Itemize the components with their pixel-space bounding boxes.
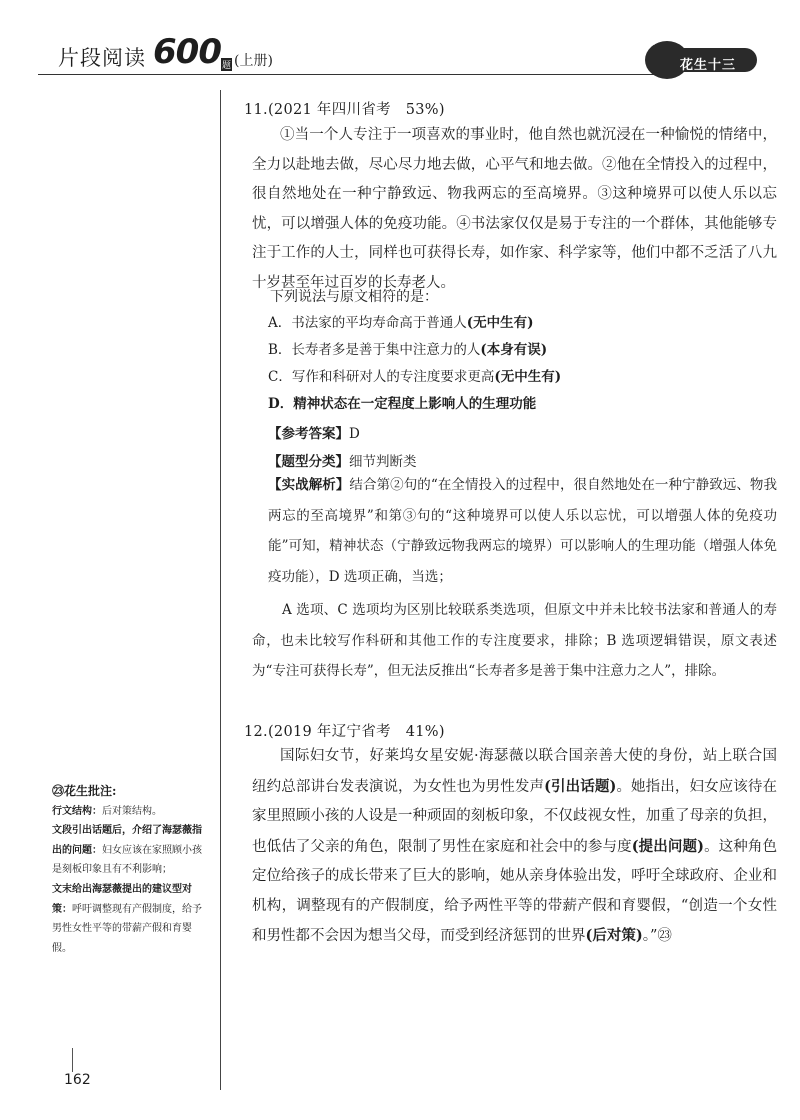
option-d [268, 391, 536, 417]
analysis-label: 【实战解析】 [268, 477, 350, 493]
option-c [268, 364, 561, 390]
sidebar-title: ㉓花生批注: [52, 784, 117, 798]
answer-row [268, 422, 360, 442]
option-c-text: C．写作和科研对人的专注度要求更高 [268, 369, 495, 385]
sidebar-label-2: 文段引出话题后，介绍了海瑟薇指出的问题： [52, 825, 202, 856]
page-number-bar [72, 1048, 73, 1072]
left-divider-lower [220, 780, 221, 1090]
option-a [268, 310, 534, 336]
q12-note-2: (提出问题) [631, 837, 704, 855]
answer-value: D [349, 426, 360, 442]
book-volume: (上册) [234, 53, 273, 69]
q12-part-1: 国际妇女节，好莱坞女星安妮·海瑟薇以联合国亲善大使的身份，站上联合国纽约总部讲台发表演说，为女性也为男性发声 [252, 748, 777, 795]
q12-part-4: 。”㉓ [642, 928, 672, 944]
option-b [268, 337, 547, 363]
sidebar-label-3: 文末给出海瑟薇提出的建议型对策： [52, 883, 192, 915]
left-divider [220, 90, 221, 780]
option-a-note: (无中生有) [466, 315, 534, 331]
q12-part-3: 。这种角色定位给孩子的成长带来了巨大的影响，她从亲身体验出发，呼吁全球政府、企业和机构，调整现有的产假制度，给予两性平等的带薪产假和育婴假，“创造一个女性和男性都不会因为想当父母，而受到经济惩罚的世界 [252, 838, 777, 944]
sidebar-annotation [52, 782, 204, 958]
answer-label: 【参考答案】 [268, 426, 349, 442]
q12-note-1: (引出话题) [544, 777, 617, 795]
option-d-text: D．精神状态在一定程度上影响人的生理功能 [268, 396, 537, 412]
option-a-text: A．书法家的平均寿命高于普通人 [268, 315, 467, 331]
sidebar-label-1: 行文结构： [52, 805, 102, 817]
option-b-text: B．长寿者多是善于集中注意力的人 [268, 342, 481, 358]
header-rule [38, 74, 678, 75]
page-number: 162 [64, 1072, 91, 1088]
book-title: 片段阅读 [58, 46, 146, 70]
question-11-stem: 下列说法与原文相符的是： [270, 289, 438, 305]
sidebar-line-3 [52, 880, 204, 958]
analysis-text: 结合第②句的“在全情投入的过程中，很自然地处在一种宁静致远、物我两忘的至高境界”和第③句的“这种境界可以使人乐以忘忧，可以增强人体的免疫功能”可知，精神状态（宁静致远物我两忘的境界）可以影响人的生理功能（增强人体免疫功能），D 选项正确，当选； [268, 477, 777, 585]
option-c-note: (无中生有) [494, 369, 562, 385]
question-11-heading: 11.(2021 年四川省考 53%) [244, 102, 445, 118]
q12-note-3: (后对策) [585, 927, 643, 944]
logo-text: 花生十三 [680, 58, 737, 73]
sidebar-text-2: 妇女应该在家照顾小孩是刻板印象且有不利影响； [52, 844, 202, 876]
question-11-passage: ①当一个人专注于一项喜欢的事业时，他自然也就沉浸在一种愉悦的情绪中，全力以赴地去做，尽心尽力地去做，心平气和地去做。②他在全情投入的过程中，很自然地处在一种宁静致远、物我两忘的至高境界。③这种境界可以使人乐以忘忧，可以增强人体的免疫功能。④书法家仅仅是易于专注的一个群体，其他能够专注于工作的人士，同样也可获得长寿，如作家、科学家等，他们中都不乏活了八九十岁甚至年过百岁的长寿老人。 [252, 127, 777, 291]
sidebar-line-1 [52, 802, 204, 822]
analysis-paragraph-2: A 选项、C 选项均为区别比较联系类选项，但原文中并未比较书法家和普通人的寿命，也未比较写作科研和其他工作的专注度要求，排除；B 选项逻辑错误，原文表述为“专注可获得长寿”，但无法反推出“长寿者多是善于集中注意力之人”，排除。 [252, 602, 777, 679]
option-b-note: (本身有误) [480, 342, 548, 358]
question-12-heading: 12.(2019 年辽宁省考 41%) [244, 724, 445, 740]
sidebar-text-1: 后对策结构。 [102, 805, 162, 817]
type-label: 【题型分类】 [268, 454, 349, 470]
type-value: 细节判断类 [349, 454, 417, 470]
sidebar-text-3: 呼吁调整现有产假制度，给予男性女性平等的带薪产假和育婴假。 [52, 903, 202, 954]
sidebar-line-2 [52, 821, 204, 880]
book-number: 600 [153, 32, 221, 72]
q12-part-2: 。她指出，妇女应该待在家里照顾小孩的人设是一种顽固的刻板印象，不仅歧视女性，加重了母亲的负担，也低估了父亲的角色，限制了男性在家庭和社会中的参与度 [252, 778, 777, 855]
book-ti-badge: 题 [221, 58, 232, 71]
question-12-passage [252, 742, 777, 952]
type-row [268, 450, 417, 470]
analysis-paragraph [268, 470, 777, 592]
